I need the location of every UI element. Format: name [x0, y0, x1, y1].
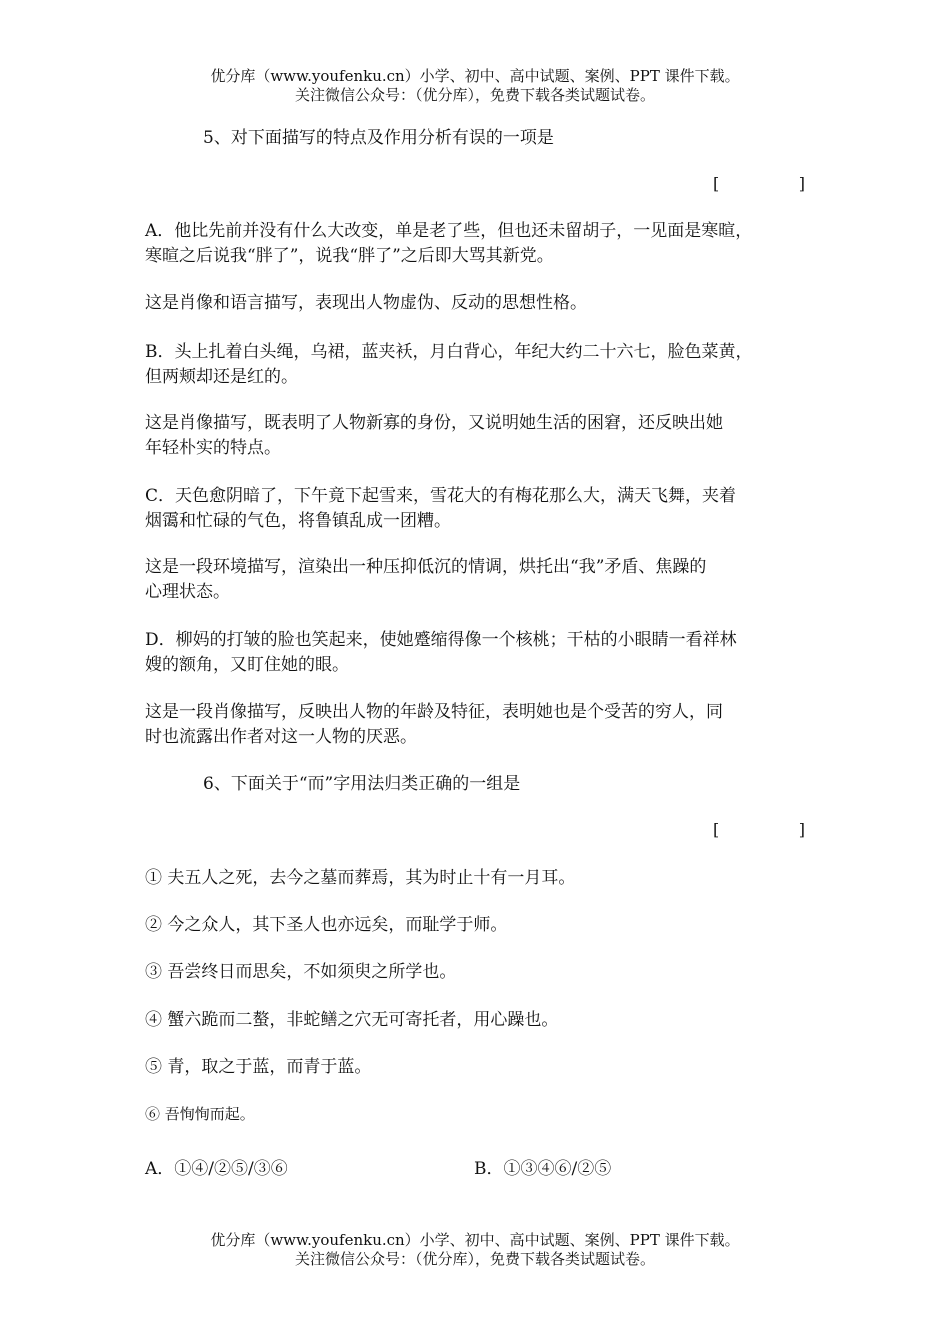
bracket-close: ] [798, 174, 805, 193]
option-d-line-1: D．柳妈的打皱的脸也笑起来，使她蹙缩得像一个核桃；干枯的小眼睛一看祥林 [145, 630, 737, 650]
option-a-line-1: A．他比先前并没有什么大改变，单是老了些，但也还未留胡子，一见面是寒暄， [145, 221, 753, 241]
option-b-line-2: 但两颊却还是红的。 [145, 367, 298, 387]
option-c-analysis-line-2: 心理状态。 [145, 582, 230, 602]
option-c-text [145, 484, 825, 534]
option-c-line-2: 烟霭和忙碌的气色，将鲁镇乱成一团糟。 [145, 511, 451, 531]
option-b-line-1: B．头上扎着白头绳，乌裙，蓝夹袄，月白背心，年纪大约二十六七，脸色菜黄， [145, 342, 753, 362]
option-d-analysis [145, 700, 825, 750]
option-d-line-2: 嫂的额角，又盯住她的眼。 [145, 655, 349, 675]
sentence-item-1: ① 夫五人之死，去今之墓而葬焉，其为时止十有一月耳。 [145, 868, 576, 888]
answer-option-b: B．①③④⑥/②⑤ [474, 1159, 612, 1179]
bracket-open: [ [713, 820, 720, 839]
option-a-line-2: 寒暄之后说我“胖了”，说我“胖了”之后即大骂其新党。 [145, 246, 554, 266]
sentence-item-2: ② 今之众人，其下圣人也亦远矣，而耻学于师。 [145, 915, 508, 935]
option-b-text [145, 340, 825, 390]
sentence-item-3: ③ 吾尝终日而思矣，不如须臾之所学也。 [145, 962, 457, 982]
sentence-item-6: ⑥ 吾恂恂而起。 [145, 1105, 255, 1123]
question-5-stem: 5、对下面描写的特点及作用分析有误的一项是 [203, 128, 554, 148]
option-b-analysis-line-1: 这是肖像描写，既表明了人物新寡的身份，又说明她生活的困窘，还反映出她 [145, 413, 723, 433]
option-a-analysis: 这是肖像和语言描写，表现出人物虚伪、反动的思想性格。 [145, 293, 587, 313]
option-b-analysis [145, 411, 825, 461]
option-d-text [145, 628, 825, 678]
question-6-stem: 6、下面关于“而”字用法归类正确的一组是 [203, 774, 521, 794]
bracket-close: ] [798, 820, 805, 839]
sentence-item-4: ④ 蟹六跪而二螯，非蛇鳝之穴无可寄托者，用心躁也。 [145, 1010, 559, 1030]
option-c-analysis [145, 555, 825, 605]
header-line-1: 优分库（www.youfenku.cn）小学、初中、高中试题、案例、PPT 课件下载。 [210, 67, 740, 85]
answer-option-a: A．①④/②⑤/③⑥ [145, 1159, 288, 1179]
page-header [0, 67, 950, 105]
header-line-2: 关注微信公众号：（优分库），免费下载各类试题试卷。 [294, 86, 655, 104]
option-c-line-1: C．天色愈阴暗了，下午竟下起雪来，雪花大的有梅花那么大，满天飞舞，夹着 [145, 486, 737, 506]
footer-line-2: 关注微信公众号：（优分库），免费下载各类试题试卷。 [294, 1250, 655, 1268]
option-d-analysis-line-1: 这是一段肖像描写，反映出人物的年龄及特征，表明她也是个受苦的穷人，同 [145, 702, 723, 722]
page-footer [0, 1231, 950, 1269]
option-c-analysis-line-1: 这是一段环境描写，渲染出一种压抑低沉的情调，烘托出“我”矛盾、焦躁的 [145, 557, 707, 577]
option-a-text [145, 219, 825, 269]
bracket-open: [ [713, 174, 720, 193]
footer-line-1: 优分库（www.youfenku.cn）小学、初中、高中试题、案例、PPT 课件下载。 [210, 1231, 740, 1249]
option-d-analysis-line-2: 时也流露出作者对这一人物的厌恶。 [145, 727, 417, 747]
option-b-analysis-line-2: 年轻朴实的特点。 [145, 438, 281, 458]
sentence-item-5: ⑤ 青，取之于蓝，而青于蓝。 [145, 1057, 372, 1077]
